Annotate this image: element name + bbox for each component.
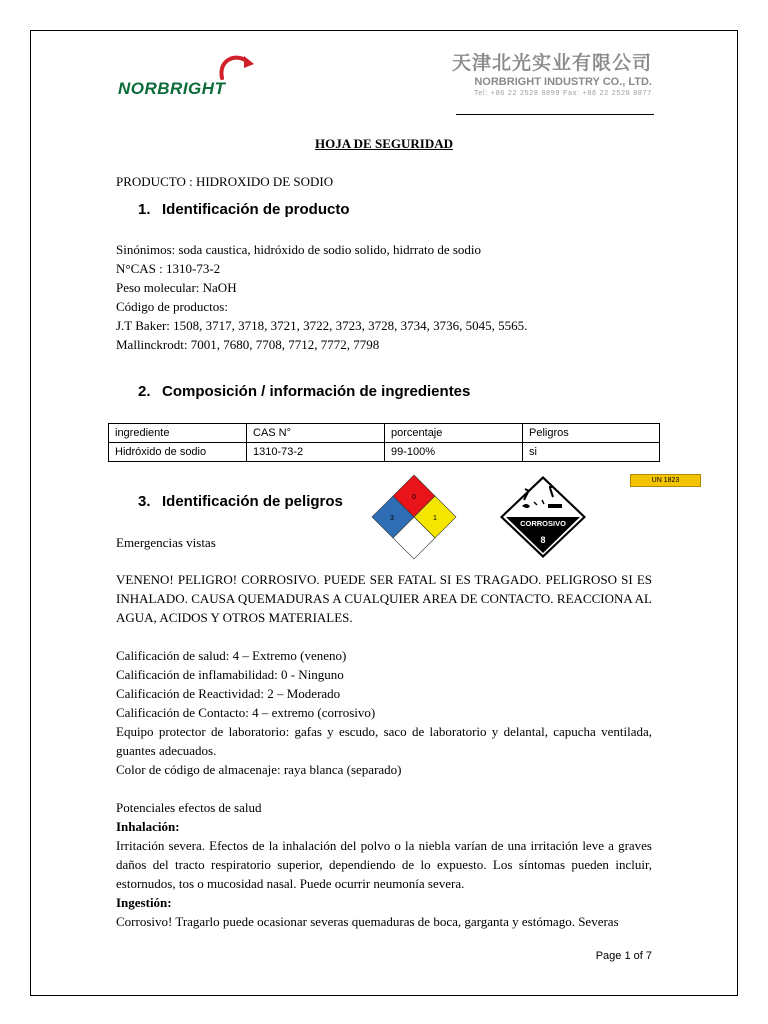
company-header — [452, 52, 652, 99]
table-header-cell: CAS N° — [247, 424, 385, 443]
table-header-row — [109, 424, 660, 443]
table-cell: 1310-73-2 — [247, 443, 385, 462]
corrosive-class-number: 8 — [540, 535, 546, 545]
reactivity-rating-line: Calificación de Reactividad: 2 – Moderado — [116, 686, 341, 701]
composition-table — [108, 423, 660, 462]
storage-color-line: Color de código de almacenaje: raya blanca (separado) — [116, 762, 402, 777]
molecular-weight-line: Peso molecular: NaOH — [116, 280, 237, 295]
ingestion-text: Corrosivo! Tragarlo puede ocasionar severas quemaduras de boca, garganta y estómago. Severas — [116, 914, 619, 929]
section-3-heading — [138, 493, 343, 510]
section-title: Composición / información de ingredientes — [162, 383, 471, 400]
section-2-heading — [138, 383, 470, 400]
product-line: PRODUCTO : HIDROXIDO DE SODIO — [116, 174, 334, 189]
section-number: 3. — [138, 493, 151, 510]
section-title: Identificación de peligros — [162, 493, 343, 510]
product-codes-label: Código de productos: — [116, 299, 228, 314]
health-rating: 3 — [390, 515, 394, 522]
corrosive-label-text: CORROSIVO — [520, 519, 566, 528]
jt-baker-codes-line: J.T Baker: 1508, 3717, 3718, 3721, 3722, 3723, 3728, 3734, 3736, 5045, 5565. — [116, 318, 528, 333]
ingestion-label: Ingestión: — [116, 895, 172, 910]
inhalation-text: Irritación severa. Efectos de la inhalación del polvo o la niebla varían de una irritación leve a graves daños del tracto respiratorio superior, dependiendo de lo expuesto. Los síntomas pueden incluir, estornudos, tos o mucosidad nasal. Puede ocurrir neumonía severa. — [116, 838, 652, 891]
table-cell: si — [523, 443, 660, 462]
emergency-overview-label: Emergencias vistas — [116, 535, 216, 550]
table-header-cell: ingrediente — [109, 424, 247, 443]
table-row — [109, 443, 660, 462]
header-divider — [456, 114, 654, 115]
table-cell: Hidróxido de sodio — [109, 443, 247, 462]
section-1-heading — [138, 201, 350, 218]
cas-line: N°CAS : 1310-73-2 — [116, 261, 221, 276]
logo-text: NORBRIGHT — [118, 79, 226, 98]
flammability-rating: 0 — [412, 494, 416, 501]
hazard-warning-text: VENENO! PELIGRO! CORROSIVO. PUEDE SER FATAL SI ES TRAGADO. PELIGROSO SI ES INHALADO. CAUSA QUEMADURAS A CUALQUIER AREA DE CONTACTO. REACCIONA AL AGUA, ACIDOS Y OTROS MATERIALES. — [116, 572, 652, 625]
page-number: Page 1 of 7 — [595, 950, 652, 962]
health-rating-line: Calificación de salud: 4 – Extremo (veneno) — [116, 648, 347, 663]
table-header-cell: Peligros — [523, 424, 660, 443]
section-number: 1. — [138, 201, 151, 218]
corrosive-hazard-label-icon — [492, 474, 594, 560]
document-title: HOJA DE SEGURIDAD — [315, 136, 453, 151]
nfpa-hazard-diamond-icon — [368, 474, 460, 560]
norbright-logo — [118, 50, 268, 100]
company-name-english: NORBRIGHT INDUSTRY CO., LTD. — [474, 76, 652, 88]
section-number: 2. — [138, 383, 151, 400]
company-name-chinese: 天津北光实业有限公司 — [451, 53, 652, 74]
flammability-rating-line: Calificación de inflamabilidad: 0 - Ninguno — [116, 667, 344, 682]
company-contact: Tel: +86 22 2528 8899 Fax: +86 22 2528 8877 — [473, 90, 652, 97]
table-header-cell: porcentaje — [385, 424, 523, 443]
contact-rating-line: Calificación de Contacto: 4 – extremo (corrosivo) — [116, 705, 376, 720]
reactivity-rating: 1 — [433, 515, 437, 522]
inhalation-label: Inhalación: — [116, 819, 180, 834]
section-title: Identificación de producto — [162, 201, 350, 218]
protective-equipment-text: Equipo protector de laboratorio: gafas y escudo, saco de laboratorio y delantal, capucha ventilada, guantes adecuados. — [116, 724, 652, 758]
synonyms-line: Sinónimos: soda caustica, hidróxido de sodio solido, hidrrato de sodio — [116, 242, 482, 257]
table-cell: 99-100% — [385, 443, 523, 462]
health-effects-label: Potenciales efectos de salud — [116, 800, 262, 815]
un-number-badge: UN 1823 — [630, 474, 701, 487]
mallinckrodt-codes-line: Mallinckrodt: 7001, 7680, 7708, 7712, 7772, 7798 — [116, 337, 380, 352]
